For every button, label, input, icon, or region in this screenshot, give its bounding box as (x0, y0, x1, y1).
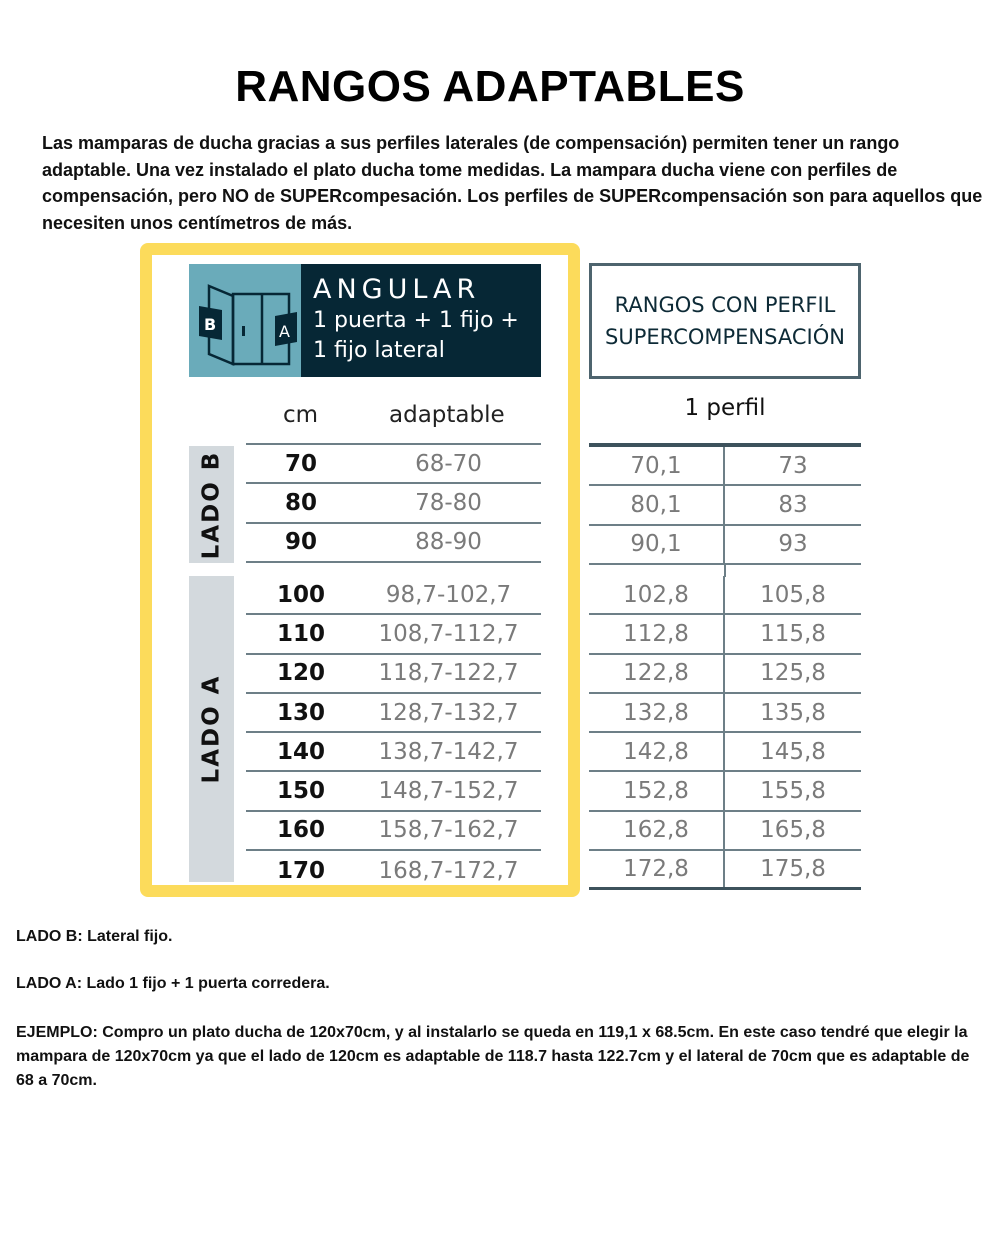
lado-a-label: LADO A (189, 576, 234, 882)
header-line-2: 1 puerta + 1 fijo + (313, 308, 519, 333)
note-lado-a: LADO A: Lado 1 fijo + 1 puerta corredera. (16, 975, 330, 992)
side-b-badge (199, 306, 222, 340)
lado-a-rows (246, 576, 541, 890)
angular-header-text (301, 264, 541, 377)
table-row: 130 128,7-132,7 (246, 694, 541, 733)
table-row: 140 138,7-142,7 (246, 733, 541, 772)
right-title-line-1: RANGOS CON PERFIL (614, 293, 836, 317)
table-row: 172,8 175,8 (589, 851, 861, 890)
header-line-3: 1 fijo lateral (313, 338, 445, 363)
right-subtitle: 1 perfil (684, 395, 766, 421)
lado-b-label: LADO B (189, 446, 234, 563)
intro-paragraph: Las mamparas de ducha gracias a sus perfiles laterales (de compensación) permiten tener un rango adaptable. Una vez instalado el plato ducha tome medidas. La mampara ducha viene con perfiles de compensación, pero NO de SUPERcompesación. Los perfiles de SUPERcompensación son para aquellos que necesiten unos centímetros de más. (42, 133, 983, 233)
angular-header (189, 264, 541, 377)
table-row: 170 168,7-172,7 (276, 857, 519, 884)
table-row: 122,8 125,8 (589, 655, 861, 694)
supercompensacion-title-box (589, 263, 861, 379)
svg-text:A: A (279, 322, 290, 341)
lado-b-rows (246, 445, 541, 563)
table-row: 70,1 73 (589, 447, 861, 486)
table-row: 100 98,7-102,7 (246, 576, 541, 615)
table-row: 142,8 145,8 (589, 733, 861, 772)
table-row: 150 148,7-152,7 (246, 772, 541, 811)
table-row: 102,8 105,8 (589, 576, 861, 615)
corner-shower-enclosure-icon (189, 264, 301, 377)
right-lado-b-rows (589, 447, 861, 565)
right-title-line-2: SUPERCOMPENSACIÓN (605, 325, 845, 349)
column-header-adaptable: adaptable (389, 402, 505, 428)
table-row: 132,8 135,8 (589, 694, 861, 733)
table-row: 162,8 165,8 (589, 812, 861, 851)
table-row: 152,8 155,8 (589, 772, 861, 811)
table-row: 90 88-90 (246, 524, 541, 563)
note-lado-b: LADO B: Lateral fijo. (16, 928, 173, 945)
table-row: 160 158,7-162,7 (246, 812, 541, 851)
table-row: 80 78-80 (246, 484, 541, 523)
svg-text:B: B (204, 315, 217, 334)
table-row: 112,8 115,8 (589, 615, 861, 654)
table-row: 110 108,7-112,7 (246, 615, 541, 654)
table-row: 70 68-70 (246, 445, 541, 484)
header-line-1: ANGULAR (313, 274, 481, 305)
page-title: RANGOS ADAPTABLES (235, 62, 745, 111)
table-row: 120 118,7-122,7 (246, 655, 541, 694)
side-a-badge (275, 312, 297, 346)
table-row: 90,1 93 (589, 526, 861, 565)
column-header-cm: cm (283, 402, 319, 428)
note-ejemplo: EJEMPLO: Compro un plato ducha de 120x70cm, y al instalarlo se queda en 119,1 x 68.5cm. En este caso tendré que elegir la mampara de 120x70cm ya que el lado de 120cm es adaptable de 118.7 hasta 122.7cm y el lateral de 70cm que es adaptable de 68 a 70cm. (16, 1024, 970, 1089)
table-row: 80,1 83 (589, 486, 861, 525)
right-lado-a-rows (589, 576, 861, 890)
